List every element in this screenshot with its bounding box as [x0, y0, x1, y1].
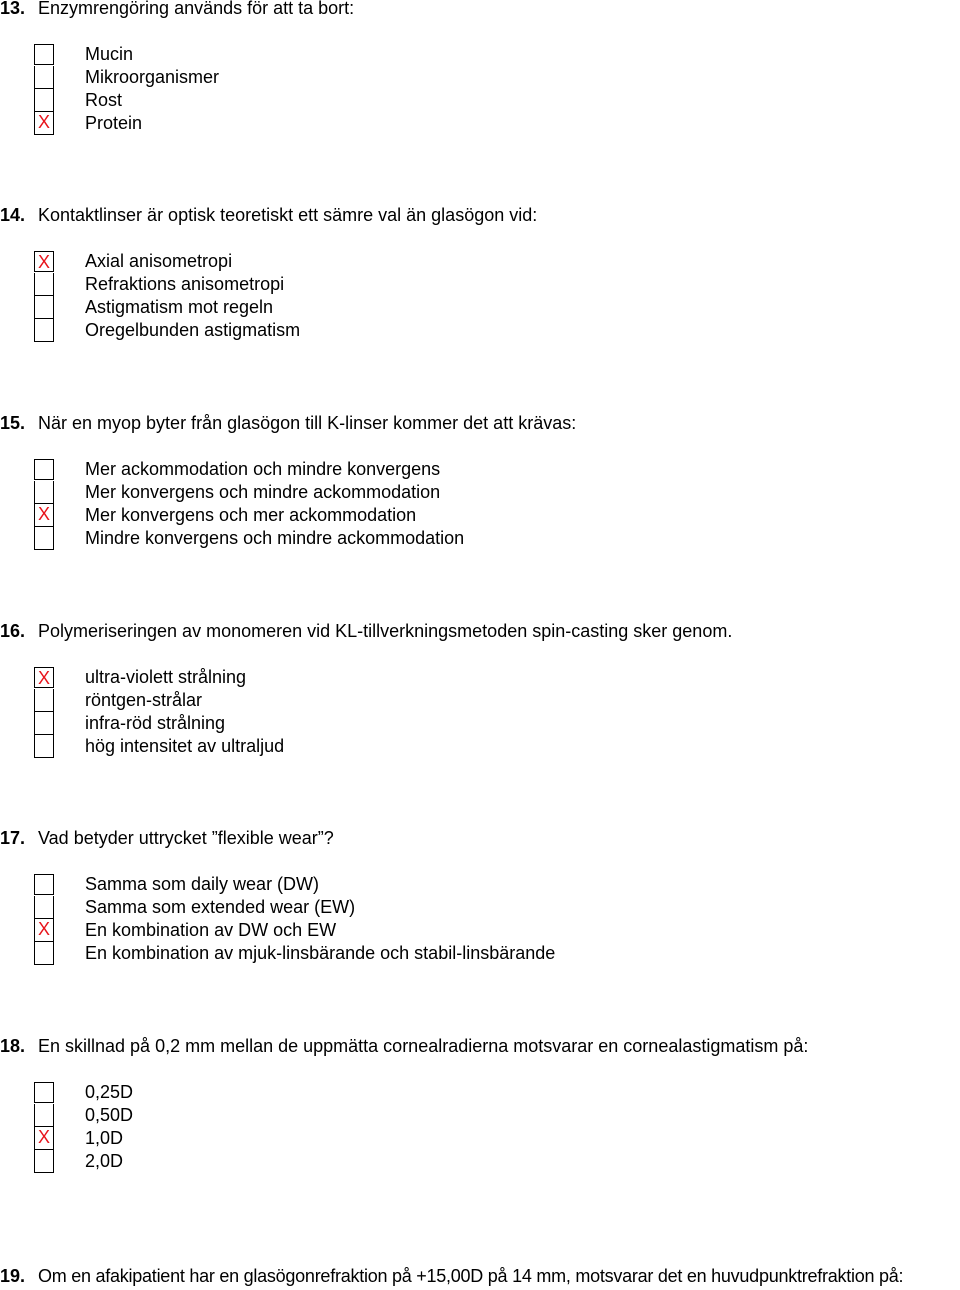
answer-checkbox[interactable] — [34, 44, 54, 65]
answer-checkbox[interactable] — [34, 251, 54, 272]
answer-checkbox[interactable] — [34, 1082, 54, 1103]
x-mark-icon — [35, 689, 53, 711]
answer-checkbox[interactable] — [34, 712, 54, 735]
question-text: När en myop byter från glasögon till K-linser kommer det att krävas: — [38, 413, 577, 433]
question-header — [0, 1264, 960, 1288]
answer-option — [34, 481, 960, 504]
answer-checkbox[interactable] — [34, 273, 54, 296]
answer-option — [34, 712, 960, 735]
answer-label: infra-röd strålning — [85, 713, 226, 733]
answer-option — [34, 1127, 960, 1150]
answer-option — [34, 66, 960, 89]
question-15 — [0, 411, 960, 550]
answer-options — [34, 666, 960, 758]
answer-checkbox[interactable] — [34, 112, 54, 135]
answer-label: Mer ackommodation och mindre konvergens — [85, 459, 441, 479]
answer-option — [34, 919, 960, 942]
answer-label: Samma som extended wear (EW) — [85, 897, 356, 917]
answer-label: Mer konvergens och mindre ackommodation — [85, 482, 441, 502]
question-text: Vad betyder uttrycket ”flexible wear”? — [38, 828, 334, 848]
question-14 — [0, 203, 960, 342]
answer-option — [34, 735, 960, 758]
answer-label: Protein — [85, 113, 143, 133]
question-header — [0, 411, 960, 435]
answer-option — [34, 942, 960, 965]
answer-label: 0,25D — [85, 1082, 134, 1102]
answer-label: Mucin — [85, 44, 134, 64]
answer-label: 0,50D — [85, 1105, 134, 1125]
x-mark-icon — [35, 481, 53, 503]
answer-label: röntgen-strålar — [85, 690, 203, 710]
answer-checkbox[interactable] — [34, 1150, 54, 1173]
question-17 — [0, 826, 960, 965]
answer-label: Rost — [85, 90, 123, 110]
question-number: 15. — [0, 413, 26, 433]
answer-checkbox[interactable] — [34, 667, 54, 688]
answer-checkbox[interactable] — [34, 896, 54, 919]
x-mark-icon — [35, 1083, 53, 1102]
answer-option — [34, 689, 960, 712]
question-text: Enzymrengöring används för att ta bort: — [38, 0, 355, 18]
x-mark-icon: X — [37, 252, 50, 272]
answer-option — [34, 504, 960, 527]
answer-checkbox[interactable] — [34, 481, 54, 504]
question-text: En skillnad på 0,2 mm mellan de uppmätta cornealradierna motsvarar en cornealastigmatism på: — [38, 1036, 809, 1056]
x-mark-icon — [35, 89, 53, 111]
question-number: 19. — [0, 1266, 26, 1286]
answer-checkbox[interactable] — [34, 874, 54, 895]
answer-checkbox[interactable] — [34, 527, 54, 550]
x-mark-icon — [35, 875, 53, 894]
answer-label: ultra-violett strålning — [85, 667, 247, 687]
answer-options — [34, 1081, 960, 1173]
question-header — [0, 619, 960, 643]
answer-checkbox[interactable] — [34, 1127, 54, 1150]
answer-options — [34, 873, 960, 965]
answer-option — [34, 527, 960, 550]
x-mark-icon — [35, 45, 53, 64]
x-mark-icon — [35, 460, 53, 479]
answer-option — [34, 666, 960, 689]
answer-label: Refraktions anisometropi — [85, 274, 285, 294]
question-header — [0, 1034, 960, 1058]
x-mark-icon — [35, 296, 53, 318]
answer-option — [34, 43, 960, 66]
question-number: 14. — [0, 205, 26, 225]
answer-label: hög intensitet av ultraljud — [85, 736, 285, 756]
question-16 — [0, 619, 960, 758]
answer-label: Mikroorganismer — [85, 67, 220, 87]
answer-label: Samma som daily wear (DW) — [85, 874, 320, 894]
answer-options — [34, 458, 960, 550]
question-text: Polymeriseringen av monomeren vid KL-tillverkningsmetoden spin-casting sker genom. — [38, 621, 733, 641]
answer-checkbox[interactable] — [34, 942, 54, 965]
question-text: Kontaktlinser är optisk teoretiskt ett sämre val än glasögon vid: — [38, 205, 538, 225]
question-header — [0, 203, 960, 227]
answer-label: En kombination av DW och EW — [85, 920, 337, 940]
answer-option — [34, 296, 960, 319]
x-mark-icon — [35, 942, 53, 964]
answer-option — [34, 89, 960, 112]
answer-options — [34, 250, 960, 342]
answer-checkbox[interactable] — [34, 296, 54, 319]
question-18 — [0, 1034, 960, 1173]
answer-label: 1,0D — [85, 1128, 124, 1148]
answer-label: Mer konvergens och mer ackommodation — [85, 505, 417, 525]
question-number: 17. — [0, 828, 26, 848]
answer-option — [34, 273, 960, 296]
x-mark-icon — [35, 273, 53, 295]
answer-option — [34, 896, 960, 919]
question-19 — [0, 1264, 960, 1288]
question-13 — [0, 0, 960, 135]
answer-option — [34, 112, 960, 135]
answer-option — [34, 319, 960, 342]
answer-option — [34, 458, 960, 481]
answer-option — [34, 1150, 960, 1173]
x-mark-icon: X — [37, 668, 50, 688]
answer-label: Astigmatism mot regeln — [85, 297, 274, 317]
answer-checkbox[interactable] — [34, 319, 54, 342]
x-mark-icon — [35, 712, 53, 734]
x-mark-icon — [35, 319, 53, 341]
x-mark-icon: X — [37, 1127, 50, 1147]
x-mark-icon — [35, 527, 53, 549]
answer-option — [34, 1081, 960, 1104]
question-number: 13. — [0, 0, 26, 18]
question-number: 18. — [0, 1036, 26, 1056]
answer-option — [34, 1104, 960, 1127]
answer-checkbox[interactable] — [34, 504, 54, 527]
x-mark-icon: X — [37, 112, 50, 132]
answer-label: Axial anisometropi — [85, 251, 233, 271]
x-mark-icon — [35, 1104, 53, 1126]
answer-checkbox[interactable] — [34, 66, 54, 89]
answer-checkbox[interactable] — [34, 919, 54, 942]
answer-checkbox[interactable] — [34, 1104, 54, 1127]
answer-option — [34, 250, 960, 273]
answer-checkbox[interactable] — [34, 735, 54, 758]
x-mark-icon: X — [37, 504, 50, 524]
x-mark-icon: X — [37, 919, 50, 939]
question-number: 16. — [0, 621, 26, 641]
question-header — [0, 826, 960, 850]
answer-label: Mindre konvergens och mindre ackommodation — [85, 528, 465, 548]
answer-options — [34, 43, 960, 135]
answer-label: 2,0D — [85, 1151, 124, 1171]
answer-label: En kombination av mjuk-linsbärande och stabil-linsbärande — [85, 943, 556, 963]
answer-checkbox[interactable] — [34, 89, 54, 112]
question-text: Om en afakipatient har en glasögonrefraktion på +15,00D på 14 mm, motsvarar det en huvudpunktrefraktion på: — [38, 1266, 904, 1286]
x-mark-icon — [35, 735, 53, 757]
x-mark-icon — [35, 896, 53, 918]
answer-checkbox[interactable] — [34, 459, 54, 480]
answer-option — [34, 873, 960, 896]
x-mark-icon — [35, 66, 53, 88]
question-header — [0, 0, 960, 20]
answer-label: Oregelbunden astigmatism — [85, 320, 301, 340]
answer-checkbox[interactable] — [34, 689, 54, 712]
x-mark-icon — [35, 1150, 53, 1172]
